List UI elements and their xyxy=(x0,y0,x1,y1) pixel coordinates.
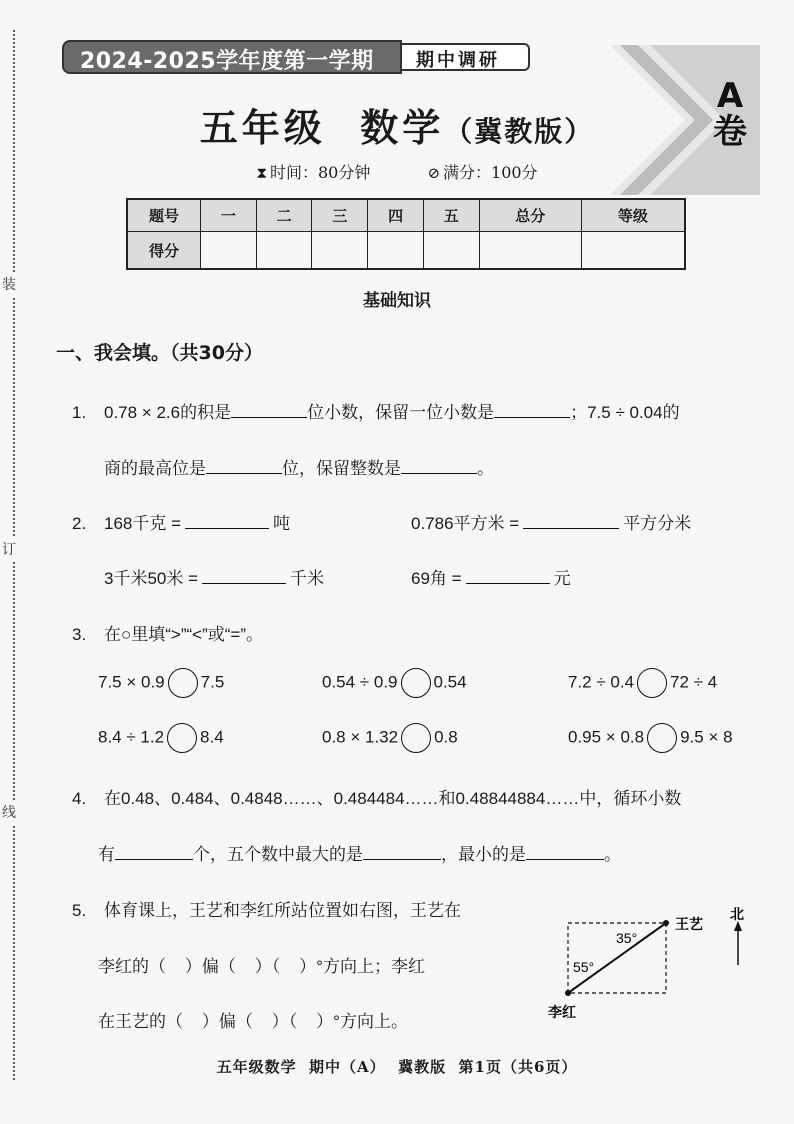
label-north: 北 xyxy=(730,907,744,923)
q2-text-c: 3千米50米 = xyxy=(104,569,199,588)
compare-item xyxy=(322,723,458,753)
compare-circle[interactable] xyxy=(167,723,197,753)
answer-blank[interactable] xyxy=(202,569,286,584)
table-header-cell: 总分 xyxy=(479,199,581,232)
exam-type-label: 期中调研 xyxy=(416,50,500,71)
q2-unit-c: 千米 xyxy=(290,569,325,588)
table-header-cell: 三 xyxy=(312,199,368,232)
check-circle-icon: ⊘ xyxy=(427,164,441,182)
compare-circle[interactable] xyxy=(401,668,431,698)
score-cell[interactable] xyxy=(256,232,312,270)
compare-right: 8.4 xyxy=(200,727,224,747)
q5-text-c: 在王艺的（ ）偏（ ）（ ）°方向上。 xyxy=(98,1012,408,1031)
question-3-prompt xyxy=(72,620,263,645)
answer-blank[interactable] xyxy=(523,514,619,529)
table-header-cell: 一 xyxy=(201,199,257,232)
question-4-line2 xyxy=(98,840,621,865)
score-cell[interactable] xyxy=(479,232,581,270)
angle-label-top: 35° xyxy=(616,930,638,946)
q1-text-f: 。 xyxy=(477,459,494,478)
compare-circle[interactable] xyxy=(647,723,677,753)
question-2-line1 xyxy=(72,509,290,534)
title-edition: （冀教版） xyxy=(444,115,595,148)
score-info xyxy=(427,160,537,183)
exam-meta xyxy=(0,160,794,183)
binding-char-ding: 订 xyxy=(2,537,16,561)
compare-left: 7.5 × 0.9 xyxy=(98,672,165,692)
question-4-line1 xyxy=(72,784,681,809)
score-cell[interactable] xyxy=(423,232,479,270)
score-cell[interactable] xyxy=(312,232,368,270)
compare-item xyxy=(568,668,717,698)
score-table-header-row xyxy=(127,199,685,232)
compare-right: 0.54 xyxy=(433,672,467,692)
q1-text-b: 位小数，保留一位小数是 xyxy=(307,403,495,422)
q4-text-e: 。 xyxy=(604,845,621,864)
part1-title: 一、我会填。（共30分） xyxy=(56,342,263,364)
label-wangyi: 王艺 xyxy=(675,917,703,933)
score-cell[interactable] xyxy=(581,232,685,270)
q1-text-c: ；7.5 ÷ 0.04的 xyxy=(570,403,680,422)
answer-blank[interactable] xyxy=(231,403,307,418)
q3-text: 在○里填“>”“<”或“=”。 xyxy=(104,625,264,644)
compare-item xyxy=(568,723,733,753)
q5-text-a: 体育课上，王艺和李红所站位置如右图，王艺在 xyxy=(104,901,461,920)
q1-text-e: 位，保留整数是 xyxy=(282,459,401,478)
section-title: 基础知识 xyxy=(363,291,431,311)
hourglass-icon: ⧗ xyxy=(256,164,267,182)
question-5-line2 xyxy=(98,952,425,977)
score-cell[interactable] xyxy=(201,232,257,270)
question-2-line2 xyxy=(104,564,324,589)
score-cell[interactable] xyxy=(368,232,424,270)
q2-unit-b: 平方分米 xyxy=(623,514,692,533)
compare-item xyxy=(98,668,224,698)
question-1-line1 xyxy=(72,398,680,423)
time-info xyxy=(256,160,370,183)
question-2-line2-right xyxy=(411,564,571,589)
question-number: 5. xyxy=(72,901,87,920)
binding-char-zhuang: 装 xyxy=(2,272,16,296)
answer-blank[interactable] xyxy=(115,845,193,860)
table-header-cell: 等级 xyxy=(581,199,685,232)
question-number: 4. xyxy=(72,789,87,808)
compare-right: 72 ÷ 4 xyxy=(670,672,718,692)
q2-unit-a: 吨 xyxy=(273,514,291,533)
score-table xyxy=(126,198,686,270)
binding-char-xian: 线 xyxy=(2,800,16,824)
answer-blank[interactable] xyxy=(363,845,441,860)
score-table-score-row xyxy=(127,232,685,270)
compare-circle[interactable] xyxy=(401,723,431,753)
question-5-line3 xyxy=(98,1007,408,1032)
compare-left: 0.54 ÷ 0.9 xyxy=(322,672,398,692)
compare-item xyxy=(322,668,467,698)
page-footer: 五年级数学 期中（A） 冀教版 第1页（共6页） xyxy=(216,1058,578,1076)
full-score-label: 满分：100分 xyxy=(443,163,538,182)
q4-text-c: 个，五个数中最大的是 xyxy=(193,845,363,864)
answer-blank[interactable] xyxy=(466,569,550,584)
table-header-cell: 题号 xyxy=(127,199,201,232)
answer-blank[interactable] xyxy=(206,459,282,474)
exam-type-box xyxy=(402,43,530,71)
answer-blank[interactable] xyxy=(526,845,604,860)
compare-left: 7.2 ÷ 0.4 xyxy=(568,672,635,692)
q4-text-a: 在0.48、0.484、0.4848……、0.484484……和0.48844884……中，循环小数 xyxy=(104,789,682,808)
term-label-box xyxy=(62,40,402,74)
q4-text-b: 有 xyxy=(98,845,115,864)
q1-text-a: 0.78 × 2.6的积是 xyxy=(104,403,232,422)
answer-blank[interactable] xyxy=(401,459,477,474)
point-wangyi xyxy=(663,920,669,926)
compare-left: 0.95 × 0.8 xyxy=(568,727,645,747)
time-label: 时间：80分钟 xyxy=(269,163,371,182)
compare-item xyxy=(98,723,224,753)
table-header-cell: 二 xyxy=(256,199,312,232)
answer-blank[interactable] xyxy=(185,514,269,529)
question-number: 2. xyxy=(72,514,87,533)
table-header-cell: 五 xyxy=(423,199,479,232)
label-lihong: 李红 xyxy=(548,1005,576,1021)
compare-left: 0.8 × 1.32 xyxy=(322,727,399,747)
compare-right: 7.5 xyxy=(200,672,225,692)
compare-circle[interactable] xyxy=(168,668,198,698)
question-1-line2 xyxy=(104,454,494,479)
volume-label: A卷 xyxy=(713,76,747,152)
angle-label-bottom: 55° xyxy=(573,959,595,975)
q2-text-a: 168千克 = xyxy=(104,514,182,533)
table-header-cell: 四 xyxy=(368,199,424,232)
question-5-line1 xyxy=(72,896,461,921)
term-banner xyxy=(62,40,537,74)
page-title xyxy=(0,97,794,152)
question-2-line1-right xyxy=(411,509,691,534)
title-main: 五年级 数学 xyxy=(199,105,445,150)
q2-text-d: 69角 = xyxy=(411,569,462,588)
answer-blank[interactable] xyxy=(494,403,570,418)
compare-right: 0.8 xyxy=(434,727,458,747)
position-diagram xyxy=(540,905,770,1025)
table-row-label: 得分 xyxy=(127,232,201,270)
question-number: 1. xyxy=(72,403,87,422)
q5-text-b: 李红的（ ）偏（ ）（ ）°方向上；李红 xyxy=(98,957,425,976)
q4-text-d: ，最小的是 xyxy=(441,845,526,864)
q2-unit-d: 元 xyxy=(553,569,571,588)
question-number: 3. xyxy=(72,625,87,644)
compare-circle[interactable] xyxy=(637,668,667,698)
point-lihong xyxy=(565,990,571,996)
compare-left: 8.4 ÷ 1.2 xyxy=(98,727,165,747)
term-label: 2024-2025学年度第一学期 xyxy=(80,49,374,74)
compare-right: 9.5 × 8 xyxy=(680,727,733,747)
q2-text-b: 0.786平方米 = xyxy=(411,514,520,533)
q1-text-d: 商的最高位是 xyxy=(104,459,206,478)
